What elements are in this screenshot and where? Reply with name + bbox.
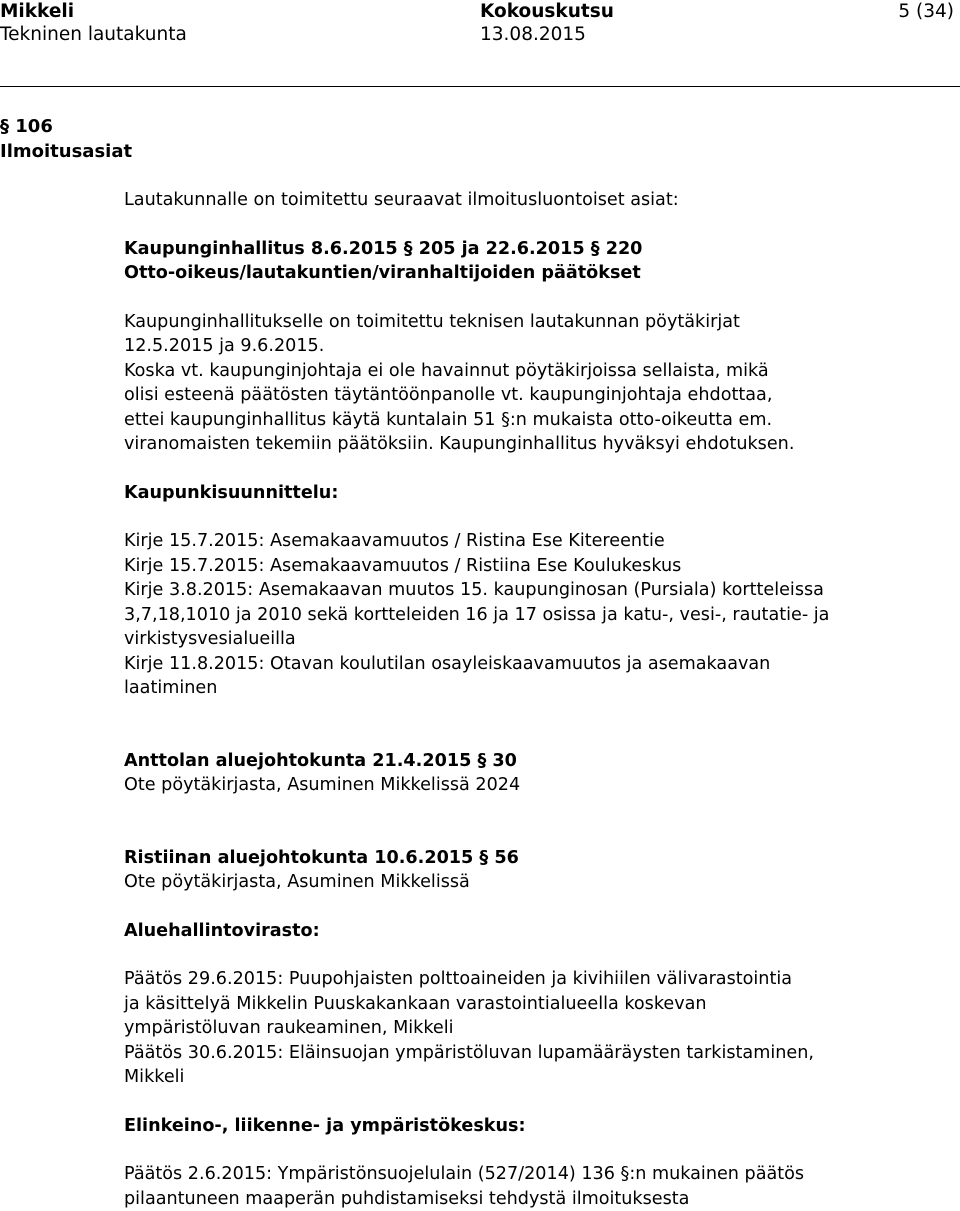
avi-text-line: Päätös 29.6.2015: Puupohjaisten polttoaineiden ja kivihiilen välivarastointia (124, 967, 954, 992)
header-doc-type: Kokouskutsu (480, 0, 614, 25)
intro-text: Lautakunnalle on toimitettu seuraavat ilmoitusluontoiset asiat: (124, 188, 954, 213)
kh-text-line: ettei kaupunginhallitus käytä kuntalain 51 §:n mukaista otto-oikeutta em. (124, 408, 954, 433)
ks-text-line: Kirje 15.7.2015: Asemakaavamuutos / Ristiina Ese Koulukeskus (124, 554, 954, 579)
kh-text-line: olisi esteenä päätösten täytäntöönpanolle vt. kaupunginjohtaja ehdottaa, (124, 383, 954, 408)
ks-text-line: Kirje 3.8.2015: Asemakaavan muutos 15. kaupunginosan (Pursiala) kortteleissa (124, 578, 954, 603)
ks-text-line: 3,7,18,1010 ja 2010 sekä kortteleiden 16 ja 17 osissa ja katu-, vesi-, rautatie- ja (124, 603, 954, 628)
avi-text-line: Päätös 30.6.2015: Eläinsuojan ympäristöluvan lupamääräysten tarkistaminen, (124, 1041, 954, 1066)
ristiina-heading: Ristiinan aluejohtokunta 10.6.2015 § 56 (124, 846, 954, 871)
ks-text-line: Kirje 15.7.2015: Asemakaavamuutos / Ristina Ese Kitereentie (124, 529, 954, 554)
avi-text-line: ja käsittelyä Mikkelin Puuskakankaan varastointialueella koskevan (124, 992, 954, 1017)
anttola-heading: Anttolan aluejohtokunta 21.4.2015 § 30 (124, 749, 954, 774)
kh-text-line: viranomaisten tekemiin päätöksiin. Kaupunginhallitus hyväksyi ehdotuksen. (124, 432, 954, 457)
kh-text-line: Koska vt. kaupunginjohtaja ei ole havainnut pöytäkirjoissa sellaista, mikä (124, 359, 954, 384)
avi-text-line: ympäristöluvan raukeaminen, Mikkeli (124, 1016, 954, 1041)
kh-heading-line-2: Otto-oikeus/lautakuntien/viranhaltijoiden päätökset (124, 261, 954, 286)
ks-text-line: Kirje 11.8.2015: Otavan koulutilan osayleiskaavamuutos ja asemakaavan (124, 652, 954, 677)
ks-text-line: laatiminen (124, 676, 954, 701)
avi-heading: Aluehallintovirasto: (124, 919, 954, 944)
section-number: § 106 (0, 114, 53, 140)
ely-heading: Elinkeino-, liikenne- ja ympäristökeskus: (124, 1114, 954, 1139)
ristiina-text: Ote pöytäkirjasta, Asuminen Mikkelissä (124, 870, 954, 895)
section-title: Ilmoitusasiat (0, 139, 132, 165)
kh-text-line: 12.5.2015 ja 9.6.2015. (124, 334, 954, 359)
kh-heading-line-1: Kaupunginhallitus 8.6.2015 § 205 ja 22.6.2015 § 220 (124, 237, 954, 262)
header-divider (0, 86, 960, 87)
anttola-text: Ote pöytäkirjasta, Asuminen Mikkelissä 2024 (124, 773, 954, 798)
document-header (0, 0, 960, 88)
kh-text-line: Kaupunginhallitukselle on toimitettu teknisen lautakunnan pöytäkirjat (124, 310, 954, 335)
header-date: 13.08.2015 (480, 22, 586, 48)
header-board: Tekninen lautakunta (0, 22, 187, 48)
ely-text-line: Päätös 2.6.2015: Ympäristönsuojelulain (527/2014) 136 §:n mukainen päätös (124, 1162, 954, 1187)
ks-heading: Kaupunkisuunnittelu: (124, 481, 954, 506)
header-org: Mikkeli (0, 0, 74, 25)
ely-text-line: pilaantuneen maaperän puhdistamiseksi tehdystä ilmoituksesta (124, 1187, 954, 1211)
ks-text-line: virkistysvesialueilla (124, 627, 954, 652)
document-body (124, 188, 954, 1211)
header-page-number: 5 (34) (898, 0, 954, 25)
avi-text-line: Mikkeli (124, 1065, 954, 1090)
